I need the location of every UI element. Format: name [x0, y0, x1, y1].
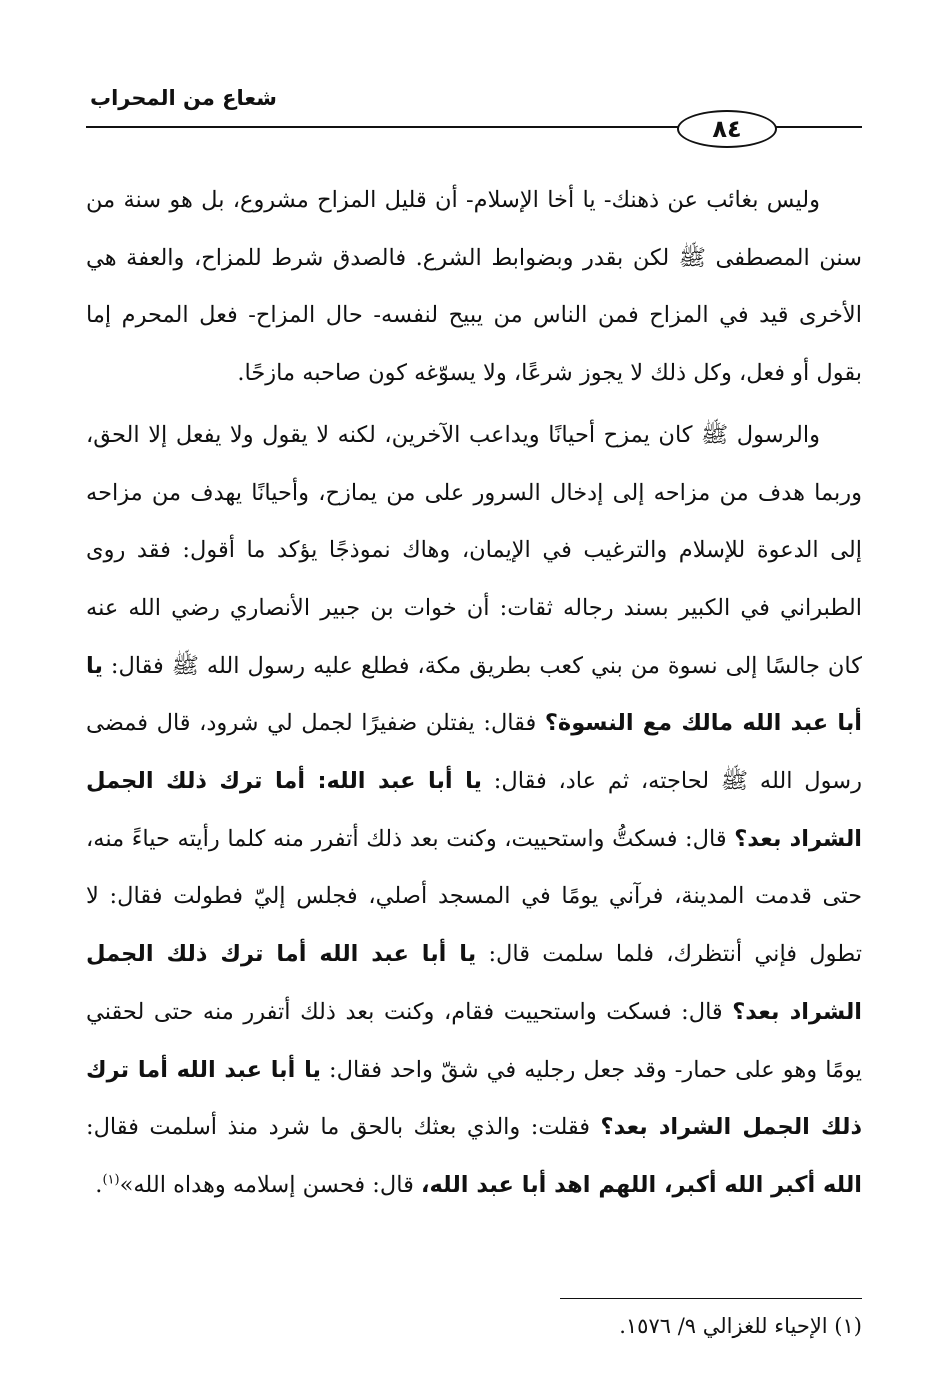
- footnote-rule: [560, 1298, 862, 1299]
- text-segment: فقلت: والذي بعثك بالحق ما شرد منذ أسلمت فقال:: [86, 1114, 601, 1141]
- bold-quote: الله أكبر الله أكبر، اللهم اهد أبا عبد الله،: [420, 1171, 862, 1198]
- page-number: ٨٤: [677, 110, 777, 148]
- main-text: [86, 172, 862, 1215]
- paragraph-1: وليس بغائب عن ذهنك- يا أخا الإسلام- أن قليل المزاح مشروع، بل هو سنة من سنن المصطفى ﷺ لكن بقدر وبضوابط الشرع. فالصدق شرط للمزاح، والعفة هي الأخرى قيد في المزاح فمن الناس من يبيح لنفسه- حال المزاح- فعل المحرم إما بقول أو فعل، وكل ذلك لا يجوز شرعًا، ولا يسوّغه كون صاحبه مازحًا.: [86, 187, 862, 387]
- paragraph-2: [86, 407, 862, 1215]
- running-header-title: شعاع من المحراب: [90, 86, 277, 110]
- bold-quote: يا أبا عبد الله أما ترك ذلك الجمل الشراد بعد؟: [86, 1056, 862, 1141]
- text-segment: قال: فسكتُّ واستحييت، وكنت بعد ذلك أتفرر منه كلما رأيته حياءً منه، حتى قدمت المدينة، فرآني يومًا في المسجد أصلي، فجلس إليّ فطولت فقال: لا تطول فإني أنتظرك، فلما سلمت قال:: [86, 825, 862, 968]
- footnote: (١) الإحياء للغزالي ٩/ ١٥٧٦.: [619, 1314, 862, 1338]
- text-segment: قال: فحسن إسلامه وهداه الله»: [119, 1171, 421, 1198]
- text-segment: قال: فسكت واستحييت فقام، وكنت بعد ذلك أتفرر منه حتى لحقني يومًا وهو على حمار- وقد جعل رجليه في شقّ واحد فقال:: [86, 998, 862, 1083]
- text-segment: .: [95, 1171, 103, 1198]
- text-segment: فقال: يفتلن ضفيرًا لجمل لي شرود، قال فمضى رسول الله ﷺ لحاجته، ثم عاد، فقال:: [86, 710, 862, 795]
- bold-quote: يا أبا عبد الله أما ترك ذلك الجمل الشراد بعد؟: [86, 941, 863, 1025]
- bold-quote: يا أبا عبد الله مالك مع النسوة؟: [86, 652, 863, 737]
- footnote-reference: (١): [102, 1172, 120, 1188]
- bold-quote: يا أبا عبد الله: أما ترك ذلك الجمل الشراد بعد؟: [86, 768, 862, 852]
- text-segment: والرسول ﷺ كان يمزح أحيانًا ويداعب الآخرين، لكنه لا يقول ولا يفعل إلا الحق، وربما هدف من مزاحه إلى إدخال السرور على من يمازح، وأحيانًا يهدف من مزاحه إلى الدعوة للإسلام والترغيب في الإيمان، وهاك نموذجًا يؤكد ما أقول: فقد روى الطبراني في الكبير بسند رجاله ثقات: أن خوات بن جبير الأنصاري رضي الله عنه كان جالسًا إلى نسوة من بني كعب بطريق مكة، فطلع عليه رسول الله ﷺ فقال:: [86, 421, 862, 679]
